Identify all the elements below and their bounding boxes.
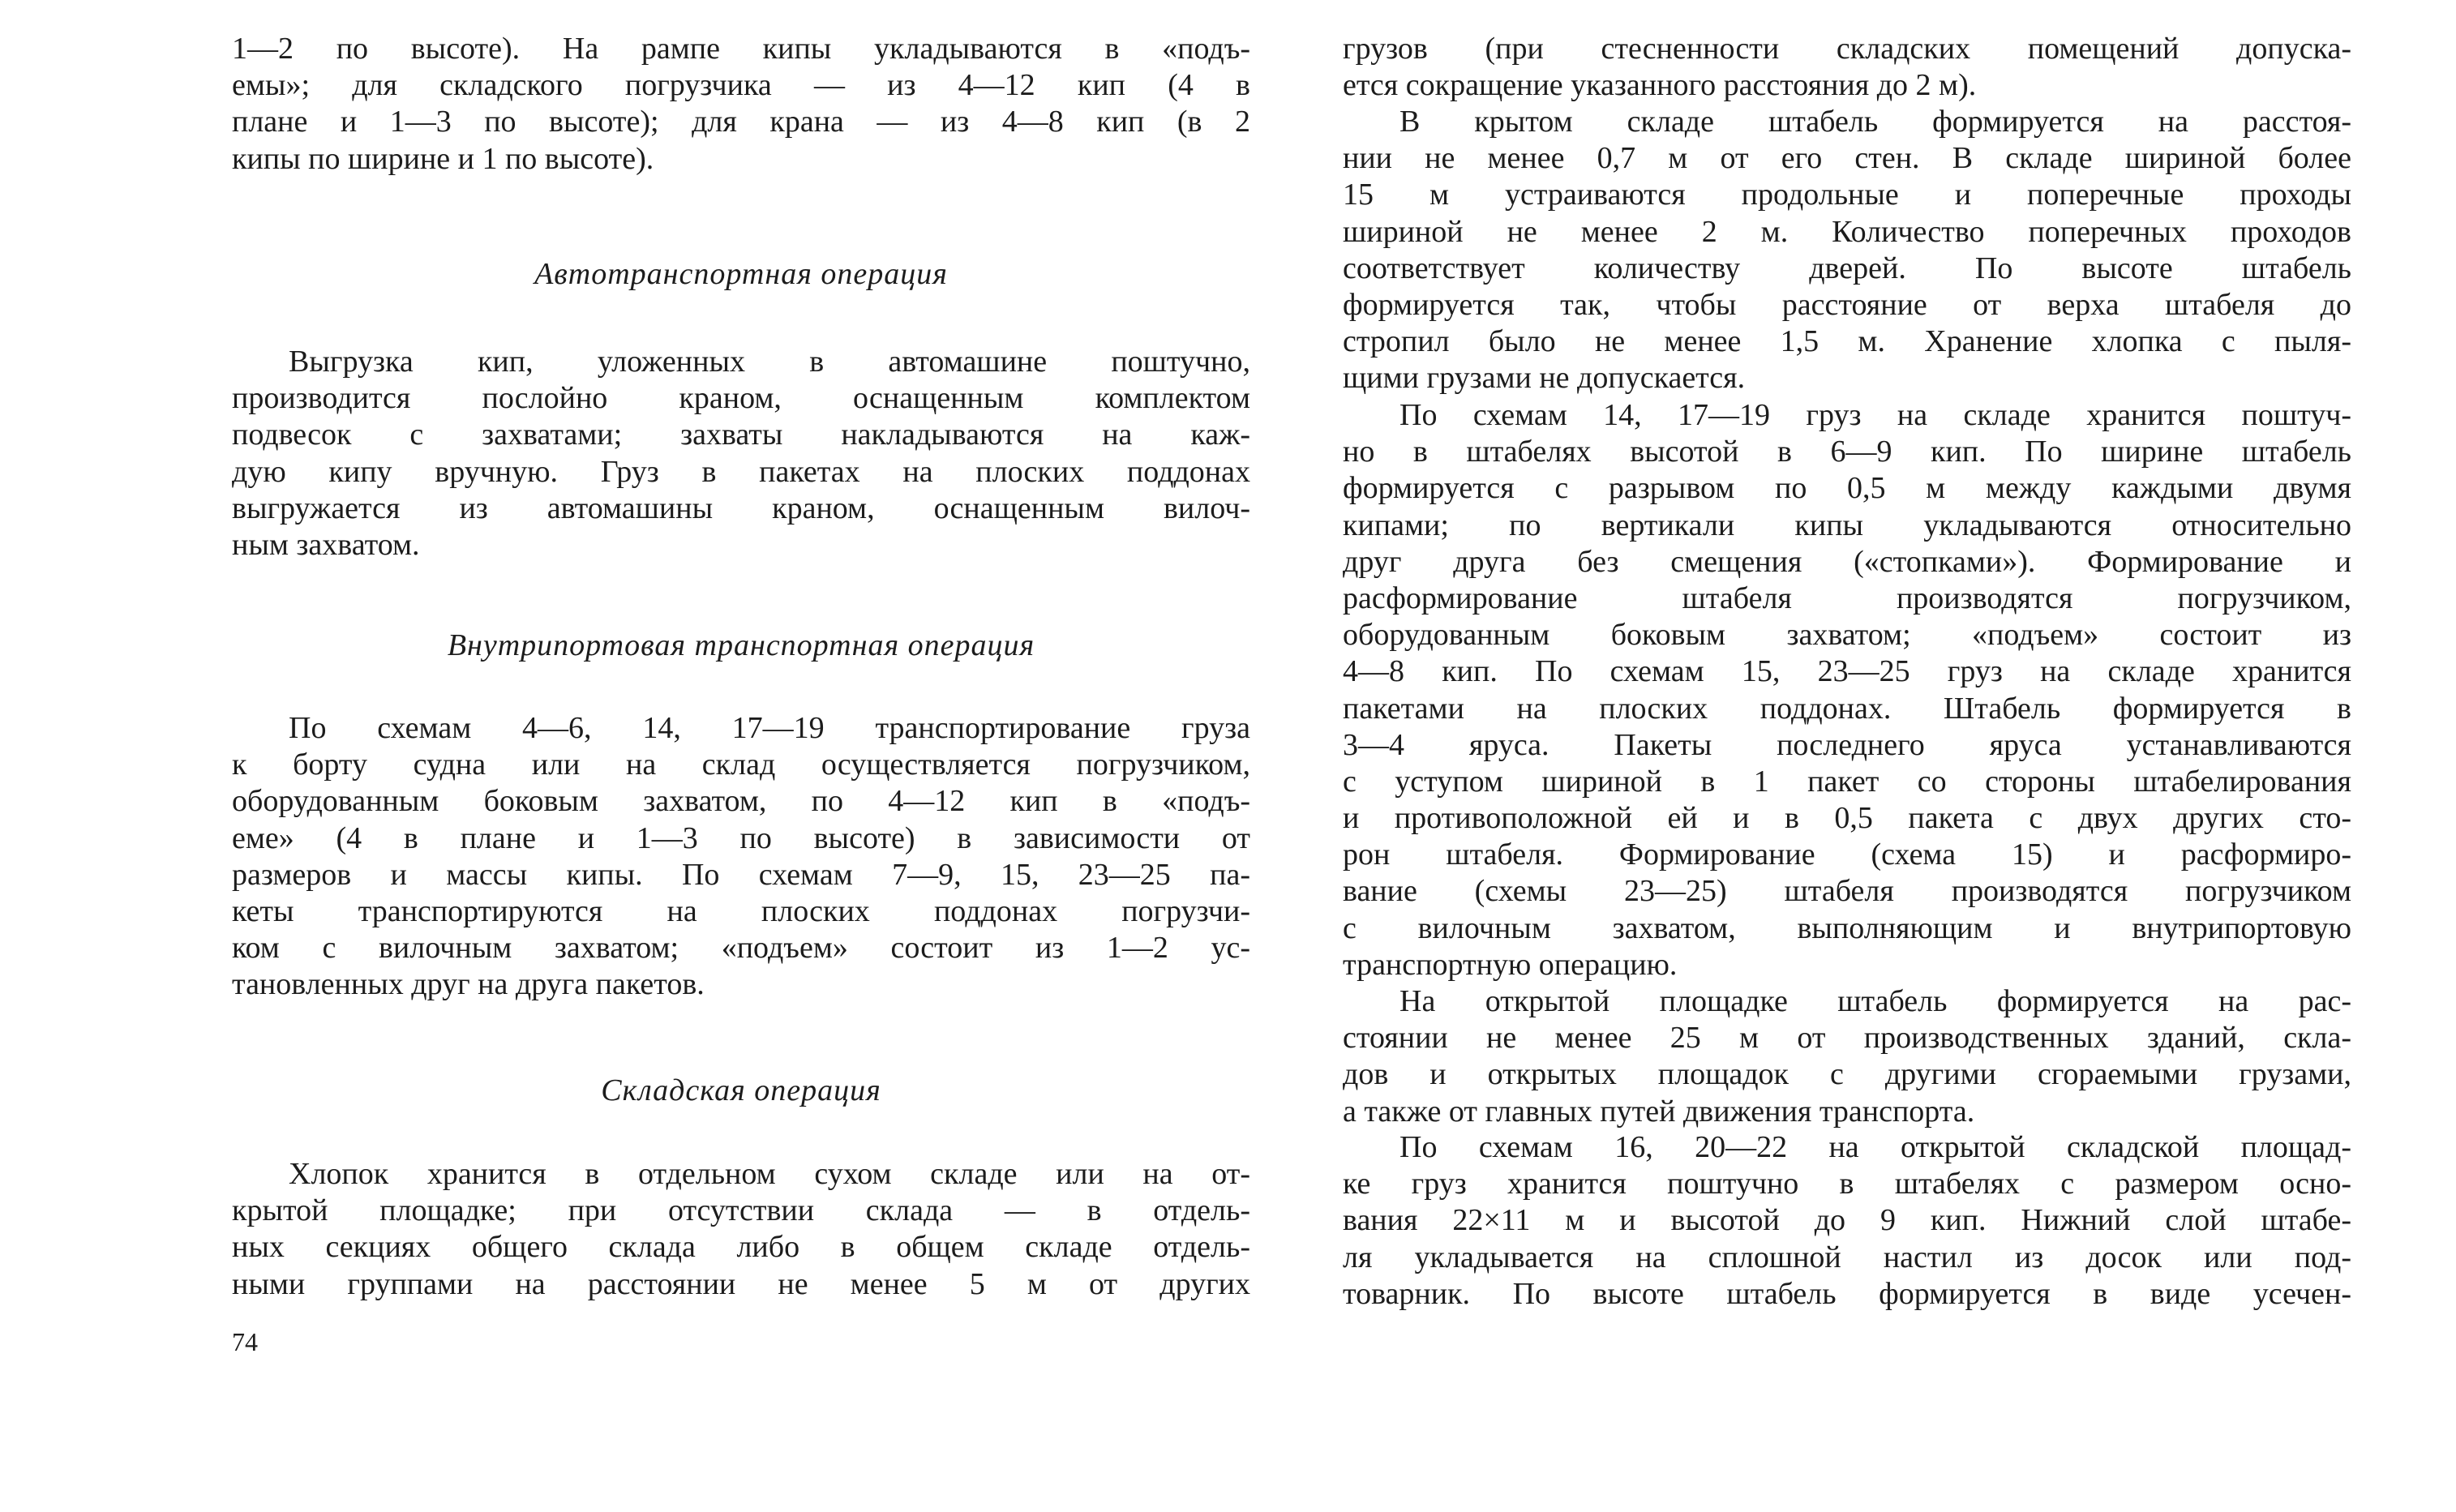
text-line: оборудованным боковым захватом, по 4—12 кип в «подъ-: [232, 784, 1250, 819]
text-line: По схемам 4—6, 14, 17—19 транспортирование груза: [289, 711, 1250, 745]
text-line: 3—4 яруса. Пакеты последнего яруса устанавливаются: [1343, 727, 2351, 762]
text-line: с уступом шириной в 1 пакет со стороны штабелирования: [1343, 764, 2351, 799]
text-line: но в штабелях высотой в 6—9 кип. По ширине штабель: [1343, 435, 2351, 469]
paragraph-3: [1343, 397, 2351, 983]
section-warehouse-paragraph: [232, 1156, 1250, 1303]
paragraph-4: [1343, 983, 2351, 1130]
text-line: ными группами на расстоянии не менее 5 м от других: [232, 1266, 1250, 1301]
text-line: Выгрузка кип, уложенных в автомашине поштучно,: [289, 345, 1250, 379]
text-line: шириной не менее 2 м. Количество поперечных проходов: [1343, 214, 2351, 249]
text-line: товарник. По высоте штабель формируется в виде усечен-: [1343, 1276, 2351, 1311]
text-line: и противоположной ей и в 0,5 пакета с двух других сто-: [1343, 801, 2351, 836]
text-line: По схемам 14, 17—19 груз на складе хранится поштуч-: [1399, 398, 2351, 432]
text-line: На открытой площадке штабель формируется на рас-: [1399, 984, 2351, 1018]
text-line: выгружается из автомашины краном, оснащенным вилоч-: [232, 490, 1250, 525]
text-line: 4—8 кип. По схемам 15, 23—25 груз на складе хранится: [1343, 654, 2351, 689]
text-line: транспортную операцию.: [1343, 947, 1678, 982]
section-heading: Внутрипортовая транспортная операция: [447, 628, 1035, 662]
paragraph-5: [1343, 1129, 2351, 1313]
text-line: вание (схемы 23—25) штабеля производятся погрузчиком: [1343, 874, 2351, 909]
text-line: подвесок с захватами; захваты накладываются на каж-: [232, 418, 1250, 452]
text-line: тановленных друг на друга пакетов.: [232, 967, 705, 1002]
text-line: По схемам 16, 20—22 на открытой складской площад-: [1399, 1130, 2351, 1164]
intro-paragraph: [232, 31, 1250, 178]
text-line: формируется с разрывом по 0,5 м между каждыми двумя: [1343, 471, 2351, 506]
page-number: 74: [232, 1327, 258, 1356]
text-line: размеров и массы кипы. По схемам 7—9, 15, 23—25 па-: [232, 857, 1250, 892]
text-line: 15 м устраиваются продольные и поперечные проходы: [1343, 178, 2351, 212]
text-line: кипами; по вертикали кипы укладываются относительно: [1343, 508, 2351, 542]
text-line: щими грузами не допускается.: [1343, 361, 1746, 396]
text-line: к борту судна или на склад осуществляется погрузчиком,: [232, 747, 1250, 782]
text-line: друг друга без смещения («стопками»). Формирование и: [1343, 544, 2351, 579]
text-line: оборудованным боковым захватом; «подъем» состоит из: [1343, 618, 2351, 653]
text-line: рон штабеля. Формирование (схема 15) и расформиро-: [1343, 837, 2351, 872]
text-line: вания 22×11 м и высотой до 9 кип. Нижний слой штабе-: [1343, 1203, 2351, 1238]
text-line: нии не менее 0,7 м от его стен. В складе шириной более: [1343, 141, 2351, 176]
text-line: ным захватом.: [232, 527, 420, 562]
paragraph-1: [1343, 31, 2351, 104]
text-line: кипы по ширине и 1 по высоте).: [232, 141, 654, 176]
text-line: емы»; для складского погрузчика — из 4—12 кип (4 в: [232, 68, 1250, 103]
text-line: стропил было не менее 1,5 м. Хранение хлопка с пыля-: [1343, 324, 2351, 359]
text-line: 1—2 по высоте). На рампе кипы укладываются в «подъ-: [232, 32, 1250, 66]
text-line: ке груз хранится поштучно в штабелях с размером осно-: [1343, 1167, 2351, 1201]
section-heading-port: [232, 628, 1250, 664]
text-line: формируется так, чтобы расстояние от верха штабеля до: [1343, 287, 2351, 322]
text-line: с вилочным захватом, выполняющим и внутрипортовую: [1343, 910, 2351, 945]
text-line: ется сокращение указанного расстояния до 2 м).: [1343, 68, 1977, 103]
section-port-paragraph: [232, 710, 1250, 1004]
text-line: ком с вилочным захватом; «подъем» состоит из 1—2 ус-: [232, 931, 1250, 966]
text-line: плане и 1—3 по высоте); для крана — из 4—8 кип (в 2: [232, 105, 1250, 139]
text-line: а также от главных путей движения транспорта.: [1343, 1094, 1975, 1129]
section-heading-auto: [232, 256, 1250, 293]
text-line: пакетами на плоских поддонах. Штабель формируется в: [1343, 691, 2351, 726]
text-line: стоянии не менее 25 м от производственных зданий, скла-: [1343, 1021, 2351, 1056]
text-line: кеты транспортируются на плоских поддонах погрузчи-: [232, 893, 1250, 928]
text-line: дую кипу вручную. Груз в пакетах на плоских поддонах: [232, 454, 1250, 489]
text-line: дов и открытых площадок с другими сгораемыми грузами,: [1343, 1057, 2351, 1092]
text-line: Хлопок хранится в отдельном сухом складе или на от-: [289, 1157, 1250, 1191]
text-line: ных секциях общего склада либо в общем складе отдель-: [232, 1230, 1250, 1265]
text-line: грузов (при стесненности складских помещений допуска-: [1343, 32, 2351, 66]
text-line: еме» (4 в плане и 1—3 по высоте) в зависимости от: [232, 820, 1250, 855]
text-line: производится послойно краном, оснащенным комплектом: [232, 381, 1250, 416]
section-heading: Автотранспортная операция: [534, 257, 948, 291]
text-line: В крытом складе штабель формируется на расстоя-: [1399, 105, 2351, 139]
text-line: крытой площадке; при отсутствии склада — в отдель-: [232, 1193, 1250, 1228]
text-line: расформирование штабеля производятся погрузчиком,: [1343, 580, 2351, 615]
section-heading-warehouse: [232, 1073, 1250, 1109]
text-line: соответствует количеству дверей. По высоте штабель: [1343, 251, 2351, 285]
section-auto-paragraph: [232, 344, 1250, 563]
section-heading: Складская операция: [601, 1073, 881, 1107]
paragraph-2: [1343, 104, 2351, 397]
text-line: ля укладывается на сплошной настил из досок или под-: [1343, 1240, 2351, 1274]
